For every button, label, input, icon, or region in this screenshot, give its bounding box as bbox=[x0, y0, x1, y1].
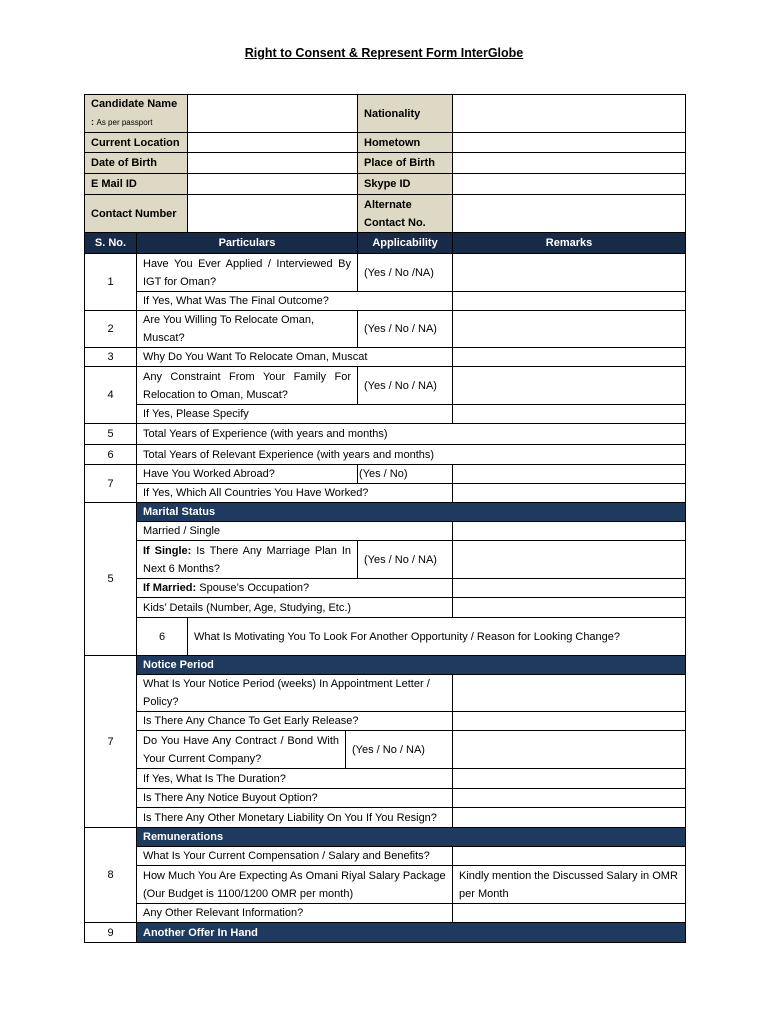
table-row bbox=[85, 465, 686, 484]
form-title: Right to Consent & Represent Form InterGlobe bbox=[244, 46, 524, 60]
header-sno: S. No. bbox=[85, 233, 137, 254]
row-number: 4 bbox=[85, 367, 137, 424]
table-row bbox=[85, 254, 686, 292]
remarks-field[interactable] bbox=[453, 789, 686, 808]
row-number: 7 bbox=[85, 465, 137, 503]
table-row bbox=[85, 579, 686, 598]
question-text: If Yes, What Was The Final Outcome? bbox=[137, 292, 453, 311]
question-text: Any Constraint From Your Family For Relocation to Oman, Muscat? bbox=[137, 367, 358, 405]
table-row bbox=[85, 311, 686, 348]
table-row bbox=[85, 866, 686, 904]
table-row bbox=[85, 808, 686, 828]
question-text: Have You Ever Applied / Interviewed By IGT for Oman? bbox=[137, 254, 358, 292]
question-text: If Yes, Please Specify bbox=[137, 405, 453, 424]
question-text: If Single: Is There Any Marriage Plan In Next 6 Months? bbox=[137, 541, 358, 579]
question-text: Married / Single bbox=[137, 522, 453, 541]
table-row bbox=[85, 598, 686, 618]
question-text: Are You Willing To Relocate Oman, Muscat? bbox=[137, 311, 358, 348]
pob-field[interactable] bbox=[453, 153, 686, 174]
nationality-field[interactable] bbox=[453, 95, 686, 133]
question-text: Is There Any Chance To Get Early Release? bbox=[137, 712, 453, 731]
nationality-label: Nationality bbox=[358, 95, 453, 133]
remarks-field[interactable] bbox=[453, 541, 686, 579]
table-row bbox=[85, 522, 686, 541]
applicability-value[interactable]: (Yes / No) bbox=[358, 465, 453, 484]
row-number: 7 bbox=[85, 656, 137, 828]
row-number: 9 bbox=[85, 923, 137, 943]
table-row bbox=[85, 769, 686, 789]
row-number: 3 bbox=[85, 348, 137, 367]
applicability-value[interactable]: (Yes / No /NA) bbox=[358, 254, 453, 292]
table-row bbox=[85, 292, 686, 311]
remarks-field[interactable] bbox=[453, 904, 686, 923]
candidate-form-table bbox=[84, 94, 686, 943]
question-text: If Yes, What Is The Duration? bbox=[137, 769, 453, 789]
remarks-field[interactable] bbox=[453, 254, 686, 292]
remarks-field[interactable] bbox=[453, 579, 686, 598]
question-text: Any Other Relevant Information? bbox=[137, 904, 453, 923]
table-row bbox=[85, 445, 686, 465]
row-number: 8 bbox=[85, 828, 137, 923]
table-header bbox=[85, 233, 686, 254]
section-header-remunerations: Remunerations bbox=[137, 828, 686, 847]
table-row bbox=[85, 484, 686, 503]
question-text: Do You Have Any Contract / Bond With Your Current Company? bbox=[137, 731, 346, 769]
section-row bbox=[85, 828, 686, 847]
question-text: Total Years of Experience (with years and months) bbox=[137, 424, 686, 445]
contact-number-field[interactable] bbox=[188, 195, 358, 233]
table-row bbox=[85, 789, 686, 808]
remarks-field[interactable] bbox=[453, 731, 686, 769]
remarks-field[interactable] bbox=[453, 598, 686, 618]
candidate-name-label: Candidate Name : As per passport bbox=[85, 95, 188, 133]
remarks-field[interactable] bbox=[453, 348, 686, 367]
dob-label: Date of Birth bbox=[85, 153, 188, 174]
question-text: Why Do You Want To Relocate Oman, Muscat bbox=[137, 348, 453, 367]
question-text: What Is Your Notice Period (weeks) In Appointment Letter / Policy? bbox=[137, 675, 453, 712]
row-number: 6 bbox=[85, 445, 137, 465]
table-row bbox=[85, 904, 686, 923]
skype-label: Skype ID bbox=[358, 174, 453, 195]
question-text: If Yes, Which All Countries You Have Worked? bbox=[137, 484, 453, 503]
row-number: 5 bbox=[85, 503, 137, 656]
applicability-value[interactable]: (Yes / No / NA) bbox=[358, 541, 453, 579]
alternate-contact-field[interactable] bbox=[453, 195, 686, 233]
question-text: What Is Motivating You To Look For Another Opportunity / Reason for Looking Change? bbox=[188, 618, 686, 656]
remarks-field[interactable] bbox=[453, 484, 686, 503]
section-row bbox=[85, 656, 686, 675]
question-text: Is There Any Other Monetary Liability On You If You Resign? bbox=[137, 808, 453, 828]
applicability-value[interactable]: (Yes / No / NA) bbox=[358, 311, 453, 348]
remarks-field[interactable] bbox=[453, 769, 686, 789]
row-number: 5 bbox=[85, 424, 137, 445]
header-particulars: Particulars bbox=[137, 233, 358, 254]
remarks-field[interactable] bbox=[453, 675, 686, 712]
dob-field[interactable] bbox=[188, 153, 358, 174]
section-row bbox=[85, 503, 686, 522]
hometown-label: Hometown bbox=[358, 133, 453, 153]
row-number: 2 bbox=[85, 311, 137, 348]
question-text: What Is Your Current Compensation / Salary and Benefits? bbox=[137, 847, 453, 866]
remarks-field[interactable] bbox=[453, 808, 686, 828]
question-text: Kids’ Details (Number, Age, Studying, Etc.) bbox=[137, 598, 453, 618]
remarks-field[interactable] bbox=[453, 465, 686, 484]
question-text: How Much You Are Expecting As Omani Riyal Salary Package (Our Budget is 1100/1200 OMR per month) bbox=[137, 866, 453, 904]
question-text: If Married: Spouse’s Occupation? bbox=[137, 579, 453, 598]
current-location-label: Current Location bbox=[85, 133, 188, 153]
applicability-value[interactable]: (Yes / No / NA) bbox=[358, 367, 453, 405]
table-row bbox=[85, 618, 686, 656]
applicability-value[interactable]: (Yes / No / NA) bbox=[346, 731, 453, 769]
skype-field[interactable] bbox=[453, 174, 686, 195]
table-row bbox=[85, 712, 686, 731]
section-header-notice-period: Notice Period bbox=[137, 656, 686, 675]
candidate-name-field[interactable] bbox=[188, 95, 358, 133]
table-row bbox=[85, 731, 686, 769]
remarks-note: Kindly mention the Discussed Salary in OMR per Month bbox=[453, 866, 686, 904]
contact-number-label: Contact Number bbox=[85, 195, 188, 233]
remarks-field[interactable] bbox=[453, 311, 686, 348]
remarks-field[interactable] bbox=[453, 292, 686, 311]
row-number: 1 bbox=[85, 254, 137, 311]
table-row bbox=[85, 367, 686, 405]
hometown-field[interactable] bbox=[453, 133, 686, 153]
email-label: E Mail ID bbox=[85, 174, 188, 195]
question-text: Have You Worked Abroad? bbox=[137, 465, 358, 484]
table-row bbox=[85, 348, 686, 367]
pob-label: Place of Birth bbox=[358, 153, 453, 174]
remarks-field[interactable] bbox=[453, 847, 686, 866]
remarks-field[interactable] bbox=[453, 712, 686, 731]
current-location-field[interactable] bbox=[188, 133, 358, 153]
section-header-another-offer: Another Offer In Hand bbox=[137, 923, 686, 943]
section-row bbox=[85, 923, 686, 943]
header-applicability: Applicability bbox=[358, 233, 453, 254]
question-text: Is There Any Notice Buyout Option? bbox=[137, 789, 453, 808]
email-field[interactable] bbox=[188, 174, 358, 195]
question-text: Total Years of Relevant Experience (with years and months) bbox=[137, 445, 686, 465]
remarks-field[interactable] bbox=[453, 367, 686, 405]
section-header-marital-status: Marital Status bbox=[137, 503, 686, 522]
row-number: 6 bbox=[137, 618, 188, 656]
table-row bbox=[85, 541, 686, 579]
table-row bbox=[85, 675, 686, 712]
remarks-field[interactable] bbox=[453, 405, 686, 424]
remarks-field[interactable] bbox=[453, 522, 686, 541]
alternate-contact-label: Alternate Contact No. bbox=[358, 195, 453, 233]
table-row bbox=[85, 424, 686, 445]
table-row bbox=[85, 847, 686, 866]
header-remarks: Remarks bbox=[453, 233, 686, 254]
table-row bbox=[85, 405, 686, 424]
